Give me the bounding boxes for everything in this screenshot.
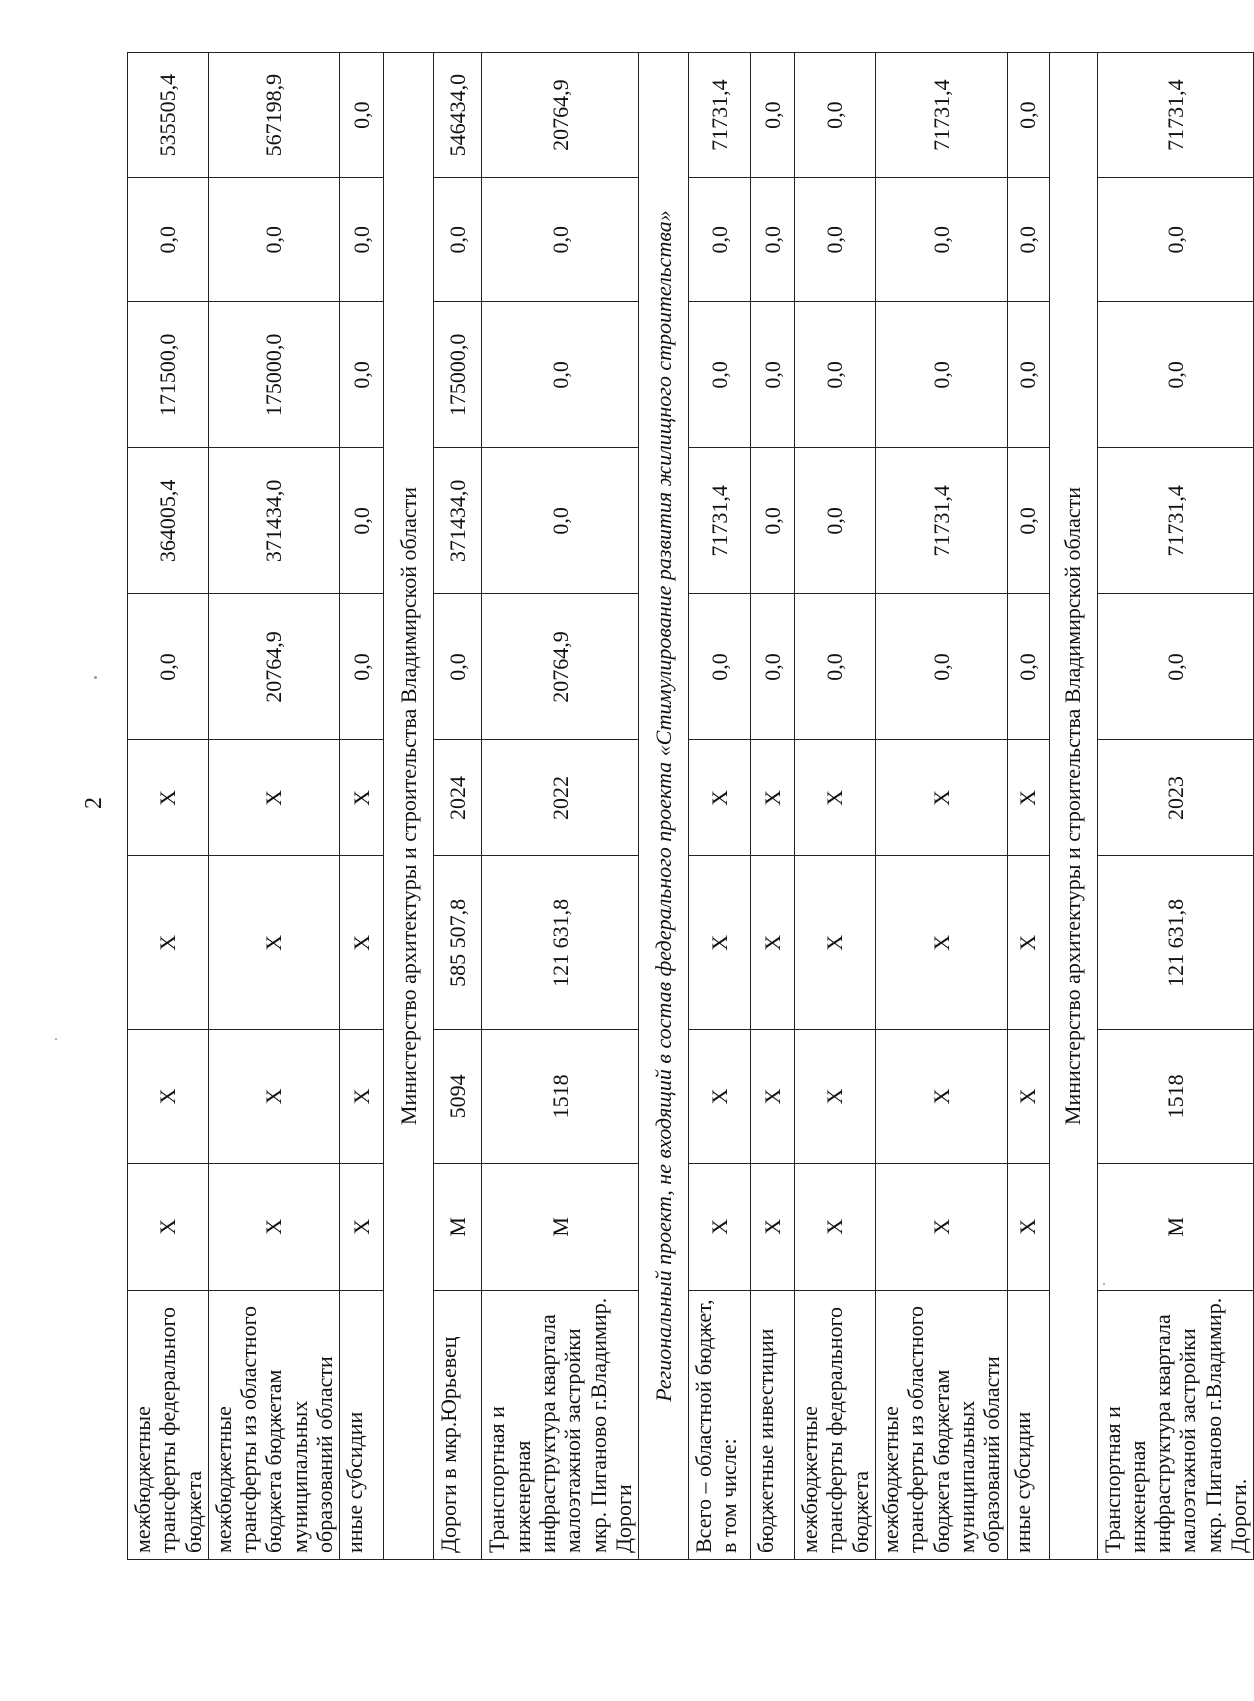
value-cell: 0,0	[1097, 178, 1254, 302]
value-cell: 0,0	[751, 448, 795, 594]
value-cell: Х	[876, 856, 1007, 1030]
value-cell: 0,0	[751, 178, 795, 302]
value-cell: 0,0	[751, 53, 795, 178]
regional-project-title: Региональный проект, не входящий в состав федерального проекта «Стимулирование развития жилищного строительства»	[639, 53, 689, 1560]
value-cell: 567198,9	[208, 53, 339, 178]
value-cell: 0,0	[340, 178, 384, 302]
value-cell: 175000,0	[208, 302, 339, 448]
value-cell: 2022	[482, 740, 639, 856]
value-cell: Х	[876, 1163, 1007, 1291]
row-name-cell: межбюджетные трансферты из областного бюджета бюджетам муниципальных образований области	[208, 1291, 339, 1560]
value-cell: 0,0	[1007, 594, 1049, 740]
value-cell: 371434,0	[208, 448, 339, 594]
table-row	[689, 53, 751, 1560]
value-cell: 0,0	[876, 594, 1007, 740]
value-cell: Х	[876, 1030, 1007, 1163]
row-name-cell: Транспортная и инженерная инфраструктура квартала малоэтажной застройки мкр. Пиганово г.Владимир. Дороги.	[1097, 1291, 1254, 1560]
row-name-cell: бюджетные инвестиции	[751, 1291, 795, 1560]
table-row	[434, 53, 482, 1560]
value-cell: Х	[751, 1163, 795, 1291]
value-cell: 71731,4	[1097, 448, 1254, 594]
value-cell: М	[1097, 1163, 1254, 1291]
value-cell: Х	[751, 740, 795, 856]
value-cell: Х	[128, 1030, 209, 1163]
value-cell: 0,0	[1007, 448, 1049, 594]
value-cell: 0,0	[689, 302, 751, 448]
value-cell: 0,0	[340, 53, 384, 178]
budget-table	[127, 52, 1254, 1560]
value-cell: 71731,4	[689, 53, 751, 178]
value-cell: Х	[208, 740, 339, 856]
value-cell: 535505,4	[128, 53, 209, 178]
scan-speck	[94, 676, 97, 679]
row-name-cell: межбюджетные трансферты федерального бюджета	[128, 1291, 209, 1560]
table-row	[1097, 53, 1254, 1560]
section-header-row	[639, 53, 689, 1560]
value-cell: 0,0	[1007, 302, 1049, 448]
value-cell: 0,0	[876, 178, 1007, 302]
value-cell: 0,0	[208, 178, 339, 302]
value-cell: 0,0	[876, 302, 1007, 448]
value-cell: 0,0	[795, 302, 876, 448]
value-cell: Х	[795, 1163, 876, 1291]
value-cell: 0,0	[128, 178, 209, 302]
value-cell: 71731,4	[876, 53, 1007, 178]
value-cell: 0,0	[751, 594, 795, 740]
value-cell: 0,0	[795, 448, 876, 594]
table-row	[482, 53, 639, 1560]
ministry-title: Министерство архитектуры и строительства Владимирской области	[384, 53, 434, 1560]
value-cell: Х	[689, 856, 751, 1030]
value-cell: 71731,4	[1097, 53, 1254, 178]
value-cell: Х	[795, 856, 876, 1030]
value-cell: 0,0	[128, 594, 209, 740]
value-cell: 71731,4	[876, 448, 1007, 594]
value-cell: 0,0	[482, 178, 639, 302]
row-name-cell: Всего – областной бюджет, в том числе:	[689, 1291, 751, 1560]
value-cell: Х	[1007, 740, 1049, 856]
value-cell: 0,0	[1097, 594, 1254, 740]
value-cell: Х	[1007, 1030, 1049, 1163]
value-cell: 20764,9	[482, 594, 639, 740]
section-header-row	[384, 53, 434, 1560]
row-name-cell: иные субсидии	[1007, 1291, 1049, 1560]
ministry-title: Министерство архитектуры и строительства Владимирской области	[1049, 53, 1097, 1560]
value-cell: 0,0	[1007, 53, 1049, 178]
value-cell: 0,0	[340, 594, 384, 740]
table-row	[795, 53, 876, 1560]
value-cell: 0,0	[434, 594, 482, 740]
scan-speck	[1103, 1283, 1105, 1285]
value-cell: 0,0	[340, 302, 384, 448]
value-cell: Х	[1007, 1163, 1049, 1291]
value-cell: 371434,0	[434, 448, 482, 594]
value-cell: 364005,4	[128, 448, 209, 594]
value-cell: М	[482, 1163, 639, 1291]
value-cell: Х	[876, 740, 1007, 856]
value-cell: Х	[751, 856, 795, 1030]
value-cell: Х	[128, 856, 209, 1030]
value-cell: Х	[795, 740, 876, 856]
value-cell: 2023	[1097, 740, 1254, 856]
value-cell: 546434,0	[434, 53, 482, 178]
scan-speck	[55, 1038, 57, 1040]
value-cell: 121 631,8	[482, 856, 639, 1030]
row-name-cell: Дороги в мкр.Юрьевец	[434, 1291, 482, 1560]
value-cell: 0,0	[1007, 178, 1049, 302]
value-cell: 585 507,8	[434, 856, 482, 1030]
value-cell: 0,0	[1097, 302, 1254, 448]
rotated-table-container	[127, 52, 1252, 1560]
value-cell: Х	[1007, 856, 1049, 1030]
value-cell: 5094	[434, 1030, 482, 1163]
value-cell: 0,0	[795, 53, 876, 178]
table-row	[1007, 53, 1049, 1560]
table-row	[751, 53, 795, 1560]
value-cell: Х	[128, 1163, 209, 1291]
table-row	[128, 53, 209, 1560]
table-row	[208, 53, 339, 1560]
value-cell: Х	[340, 1030, 384, 1163]
value-cell: Х	[340, 1163, 384, 1291]
value-cell: 0,0	[795, 178, 876, 302]
value-cell: Х	[340, 856, 384, 1030]
value-cell: 171500,0	[128, 302, 209, 448]
table-body	[128, 53, 1254, 1560]
value-cell: 175000,0	[434, 302, 482, 448]
value-cell: 1518	[482, 1030, 639, 1163]
value-cell: 71731,4	[689, 448, 751, 594]
row-name-cell: иные субсидии	[340, 1291, 384, 1560]
value-cell: Х	[208, 856, 339, 1030]
value-cell: 0,0	[795, 594, 876, 740]
value-cell: 0,0	[482, 302, 639, 448]
value-cell: 0,0	[751, 302, 795, 448]
value-cell: 121 631,8	[1097, 856, 1254, 1030]
value-cell: 2024	[434, 740, 482, 856]
value-cell: Х	[689, 1163, 751, 1291]
value-cell: 0,0	[689, 594, 751, 740]
value-cell: Х	[751, 1030, 795, 1163]
value-cell: 0,0	[340, 448, 384, 594]
section-header-row	[1049, 53, 1097, 1560]
value-cell: 0,0	[482, 448, 639, 594]
row-name-cell: Транспортная и инженерная инфраструктура квартала малоэтажной застройки мкр. Пиганово г.Владимир. Дороги	[482, 1291, 639, 1560]
value-cell: Х	[208, 1163, 339, 1291]
table-row	[876, 53, 1007, 1560]
row-name-cell: межбюджетные трансферты федерального бюджета	[795, 1291, 876, 1560]
value-cell: Х	[340, 740, 384, 856]
table-row	[340, 53, 384, 1560]
value-cell: Х	[689, 740, 751, 856]
value-cell: 20764,9	[208, 594, 339, 740]
value-cell: 0,0	[689, 178, 751, 302]
value-cell: 20764,9	[482, 53, 639, 178]
value-cell: Х	[689, 1030, 751, 1163]
value-cell: Х	[208, 1030, 339, 1163]
value-cell: М	[434, 1163, 482, 1291]
page-number: 2	[81, 797, 107, 809]
row-name-cell: межбюджетные трансферты из областного бюджета бюджетам муниципальных образований области	[876, 1291, 1007, 1560]
value-cell: 0,0	[434, 178, 482, 302]
value-cell: Х	[795, 1030, 876, 1163]
value-cell: 1518	[1097, 1030, 1254, 1163]
value-cell: Х	[128, 740, 209, 856]
